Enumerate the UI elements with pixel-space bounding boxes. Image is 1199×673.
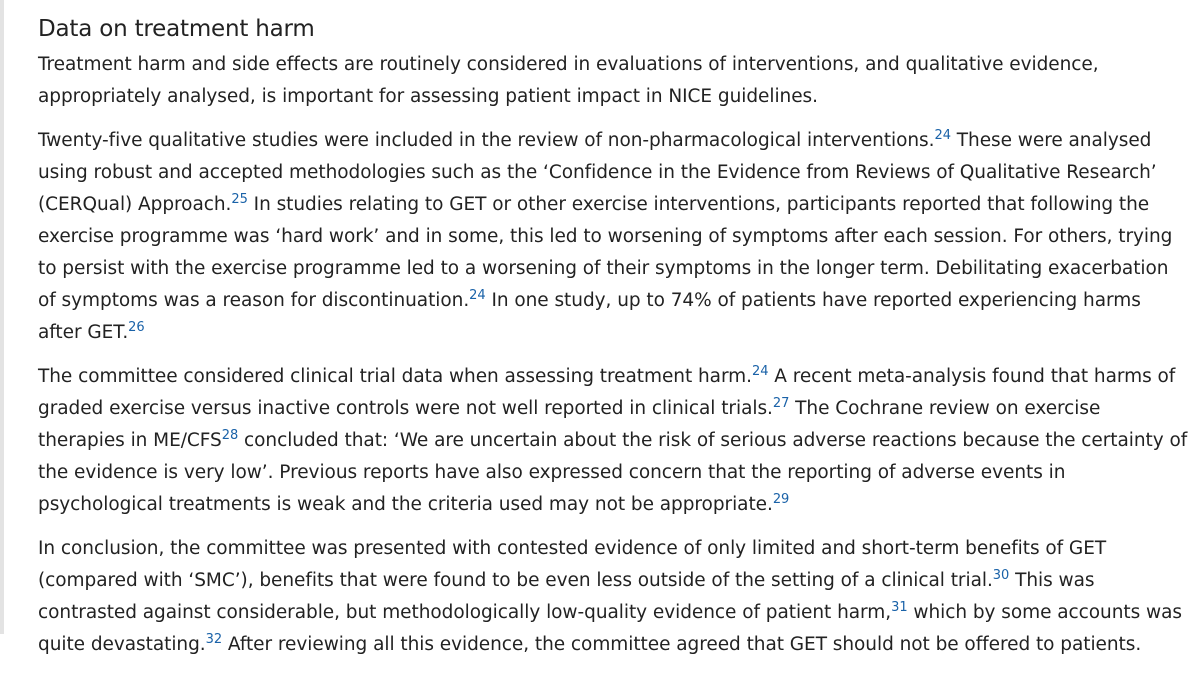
paragraph-2: [38, 125, 1188, 349]
paragraph-text: The committee considered clinical trial data when assessing treatment harm.: [38, 366, 752, 387]
paragraph-text: concluded that: ‘We are uncertain about the risk of serious adverse reactions because the certainty of the evidence is very low’. Previous reports have also expressed concern that the reporting of adverse events in psychological treatments is weak and the criteria used may not be appropriate.: [38, 430, 1188, 515]
paragraph-text: A recent meta-analysis found that harms of graded exercise versus inactive controls were not well reported in clinical trials.: [38, 366, 1176, 419]
reference-link-31[interactable]: 31: [891, 600, 908, 615]
section-heading: Data on treatment harm: [38, 16, 315, 42]
paragraph-text: After reviewing all this evidence, the committee agreed that GET should not be offered to patients.: [222, 634, 1142, 655]
reference-link-26[interactable]: 26: [128, 320, 145, 335]
paragraph-text: Treatment harm and side effects are routinely considered in evaluations of interventions, and qualitative evidence, appropriately analysed, is important for assessing patient impact in NICE guidelines.: [38, 54, 1099, 107]
reference-link-24[interactable]: 24: [469, 288, 486, 303]
reference-link-29[interactable]: 29: [772, 492, 790, 507]
left-border-rule: [0, 0, 4, 634]
paragraph-text: This was contrasted against considerable, but methodologically low-quality evidence of patient harm,: [38, 570, 1095, 623]
reference-link-27[interactable]: 27: [772, 396, 790, 411]
reference-link-32[interactable]: 32: [205, 632, 223, 647]
article-section: [38, 14, 1188, 673]
paragraph-text: In one study, up to 74% of patients have reported experiencing harms after GET.: [38, 290, 1141, 343]
paragraph-text: Twenty-five qualitative studies were included in the review of non-pharmacological interventions.: [38, 130, 935, 151]
paragraph-text: The Cochrane review on exercise therapies in ME/CFS: [38, 398, 1101, 451]
reference-link-24[interactable]: 24: [934, 128, 951, 143]
reference-link-25[interactable]: 25: [231, 192, 248, 207]
paragraph-1: [38, 49, 1188, 113]
paragraph-4: [38, 533, 1188, 661]
paragraph-3: [38, 361, 1188, 521]
reference-link-24[interactable]: 24: [751, 364, 769, 379]
paragraph-text: which by some accounts was quite devastating.: [38, 602, 1182, 655]
reference-link-28[interactable]: 28: [221, 428, 239, 443]
paragraph-text: In conclusion, the committee was presented with contested evidence of only limited and short-term benefits of GET (compared with ‘SMC’), benefits that were found to be even less outside of the setting of a clinical trial.: [38, 538, 1107, 591]
paragraph-text: These were analysed using robust and accepted methodologies such as the ‘Confidence in the Evidence from Reviews of Qualitative Research’ (CERQual) Approach.: [38, 130, 1157, 215]
reference-link-30[interactable]: 30: [992, 568, 1010, 583]
paragraph-text: In studies relating to GET or other exercise interventions, participants reported that following the exercise programme was ‘hard work’ and in some, this led to worsening of symptoms after each session. For others, trying to persist with the exercise programme led to a worsening of their symptoms in the longer term. Debilitating exacerbation of symptoms was a reason for discontinuation.: [38, 194, 1173, 311]
